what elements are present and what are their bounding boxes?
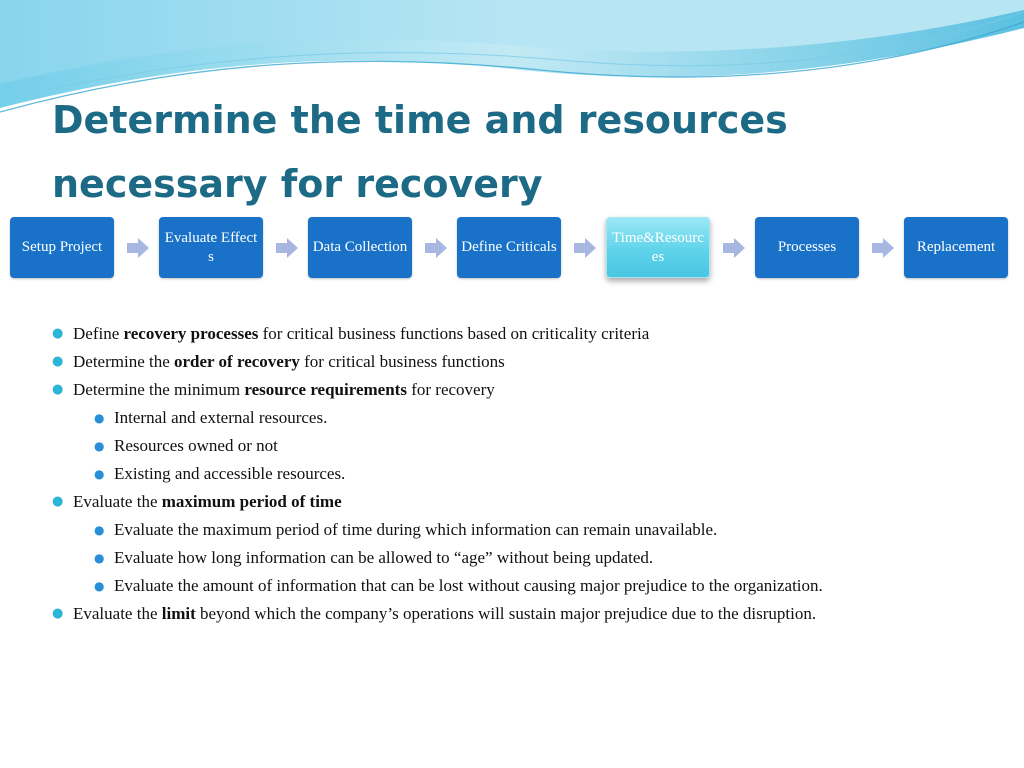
process-step-6 <box>904 217 1008 278</box>
bullet-text: Evaluate the <box>73 604 162 623</box>
bullet-item <box>52 378 932 402</box>
arrow-right-icon <box>127 238 149 258</box>
arrow-right-icon <box>872 238 894 258</box>
process-step-label: Data Collection <box>312 239 408 255</box>
process-step-4 <box>606 217 710 278</box>
sub-bullet-item <box>52 574 932 598</box>
process-step-3 <box>457 217 561 278</box>
bullet-bold-text: recovery processes <box>123 324 259 343</box>
process-flow <box>0 216 1024 280</box>
bullet-dot-icon: ● <box>94 579 105 593</box>
bullet-item <box>52 602 932 626</box>
sub-bullet-item <box>52 406 932 430</box>
sub-bullet-item <box>52 518 932 542</box>
page-title: Determine the time and resources necessary for recovery <box>52 98 788 206</box>
bullet-text: Define <box>73 324 124 343</box>
bullet-text: for critical business functions <box>299 352 505 371</box>
bullet-dot-icon: ● <box>52 354 64 369</box>
sub-bullet-item <box>52 462 932 486</box>
bullet-text: for critical business functions based on criticality criteria <box>258 324 650 343</box>
process-step-label: Time&Resources <box>612 229 704 265</box>
process-step-label: Processes <box>777 239 837 255</box>
bullet-item <box>52 350 932 374</box>
sub-bullet-text: Resources owned or not <box>114 436 278 455</box>
bullet-dot-icon: ● <box>94 439 105 453</box>
bullet-bold-text: order of recovery <box>174 352 300 371</box>
arrow-right-icon <box>276 238 298 258</box>
sub-bullet-item <box>52 434 932 458</box>
sub-bullet-text: Internal and external resources. <box>114 408 328 427</box>
bullet-dot-icon: ● <box>94 467 105 481</box>
sub-bullet-item <box>52 546 932 570</box>
process-step-5 <box>755 217 859 278</box>
bullet-dot-icon: ● <box>52 326 64 341</box>
bullet-dot-icon: ● <box>94 523 105 537</box>
process-step-label: Define Criticals <box>461 239 557 255</box>
arrow-right-icon <box>425 238 447 258</box>
sub-bullet-text: Evaluate the maximum period of time during which information can remain unavailable. <box>114 520 718 539</box>
process-step-0 <box>10 217 114 278</box>
bullet-dot-icon: ● <box>94 411 105 425</box>
bullet-text: Evaluate the <box>73 492 162 511</box>
bullet-item <box>52 490 932 514</box>
bullet-bold-text: maximum period of time <box>161 492 342 511</box>
bullet-text: Determine the minimum <box>73 380 245 399</box>
bullet-dot-icon: ● <box>52 382 64 397</box>
bullet-bold-text: limit <box>161 604 196 623</box>
sub-bullet-text: Evaluate the amount of information that can be lost without causing major prejudice to the organization. <box>114 576 823 595</box>
bullet-dot-icon: ● <box>52 494 64 509</box>
arrow-right-icon <box>723 238 745 258</box>
bullet-item <box>52 322 932 346</box>
bullet-list <box>52 318 932 626</box>
bullet-text: for recovery <box>406 380 495 399</box>
process-step-2 <box>308 217 412 278</box>
process-step-label: Evaluate Effects <box>164 229 258 265</box>
bullet-text: Determine the <box>73 352 175 371</box>
process-step-label: Setup Project <box>21 239 103 255</box>
sub-bullet-text: Evaluate how long information can be allowed to “age” without being updated. <box>114 548 654 567</box>
bullet-bold-text: resource requirements <box>244 380 407 399</box>
bullet-dot-icon: ● <box>94 551 105 565</box>
arrow-right-icon <box>574 238 596 258</box>
bullet-text: beyond which the company’s operations will sustain major prejudice due to the disruption. <box>195 604 817 623</box>
bullet-dot-icon: ● <box>52 606 64 621</box>
process-step-1 <box>159 217 263 278</box>
sub-bullet-text: Existing and accessible resources. <box>114 464 346 483</box>
process-step-label: Replacement <box>916 239 996 255</box>
